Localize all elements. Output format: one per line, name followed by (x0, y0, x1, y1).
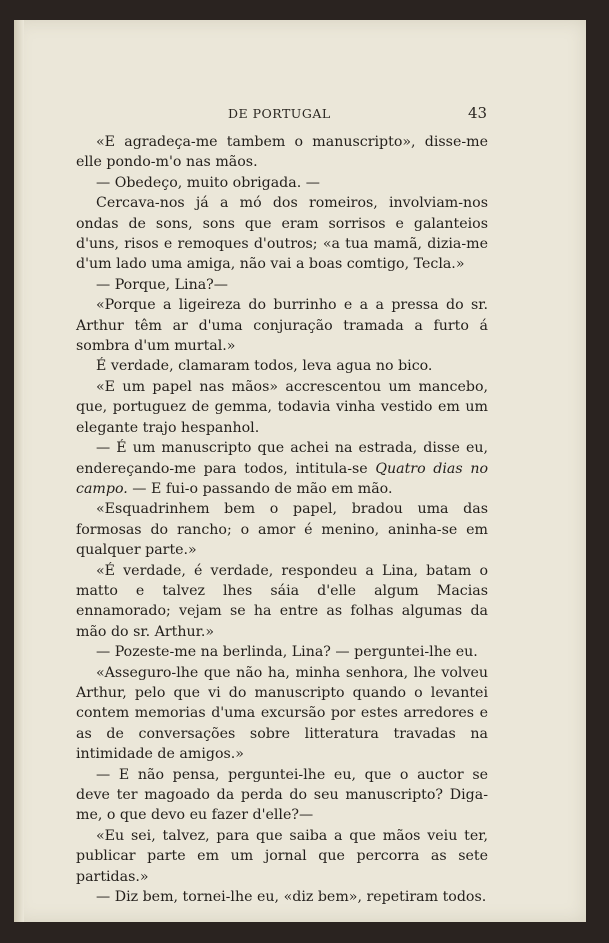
paragraph-text: — É um manuscripto que achei na estrada, disse eu, endereçando-me para todos, intitula-se (76, 440, 488, 477)
paragraph: — E não pensa, perguntei-lhe eu, que o auctor se deve ter magoado da perda do seu manuscripto? Diga-me, o que devo eu fazer d'elle?— (76, 766, 488, 824)
running-head (14, 106, 586, 126)
paragraph-with-title (76, 438, 488, 499)
paragraph: «Porque a ligeireza do burrinho e a a pressa do sr. Arthur têm ar d'uma conjuração tramada a furto á sombra d'um murtal.» (76, 297, 488, 355)
paragraph-text-continued: — E fui-o passando de mão em mão. (127, 480, 393, 497)
page-number: 43 (468, 104, 488, 122)
running-title: DE PORTUGAL (228, 106, 331, 121)
paragraph: É verdade, clamaram todos, leva agua no bico. (96, 358, 433, 375)
paragraph: «Asseguro-lhe que não ha, minha senhora, lhe volveu Arthur, pelo que vi do manuscripto quando o levantei contem memorias d'uma excursão por estes arredores e as de conversações sobre litteratura travadas na intimidade de amigos.» (76, 664, 488, 763)
paragraph: — Porque, Lina?— (96, 276, 228, 293)
book-page (14, 20, 586, 922)
paragraph: — Obedeço, muito obrigada. — (96, 174, 320, 191)
book-title-italic: Quatro dias no campo. (76, 460, 488, 497)
paragraph: — Pozeste-me na berlinda, Lina? — perguntei-lhe eu. (96, 644, 478, 661)
paragraph: — Diz bem, tornei-lhe eu, «diz bem», repetiram todos. (96, 889, 487, 906)
paragraph: «E agradeça-me tambem o manuscripto», disse-me elle pondo-m'o nas mãos. (76, 134, 488, 171)
paragraph: «E um papel nas mãos» accrescentou um mancebo, que, portuguez de gemma, todavia vinha vestido em um elegante trajo hespanhol. (76, 378, 488, 436)
paragraph: Cercava-nos já a mó dos romeiros, involviam-nos ondas de sons, sons que eram sorrisos e galanteios d'uns, risos e remoques d'outros; «a tua mamã, dizia-me d'um lado uma amiga, não vai a boas comtigo, Tecla.» (76, 195, 488, 273)
paragraph: «Esquadrinhem bem o papel, bradou uma das formosas do rancho; o amor é menino, aninha-se em qualquer parte.» (76, 501, 488, 559)
paragraph: «É verdade, é verdade, respondeu a Lina, batam o matto e talvez lhes sáia d'elle algum Macias ennamorado; vejam se ha entre as folhas algumas da mão do sr. Arthur.» (76, 562, 488, 640)
paragraph: «Eu sei, talvez, para que saiba a que mãos veiu ter, publicar parte em um jornal que percorra as sete partidas.» (76, 827, 488, 885)
page-gutter-shadow (14, 20, 24, 922)
body-text (76, 132, 488, 907)
